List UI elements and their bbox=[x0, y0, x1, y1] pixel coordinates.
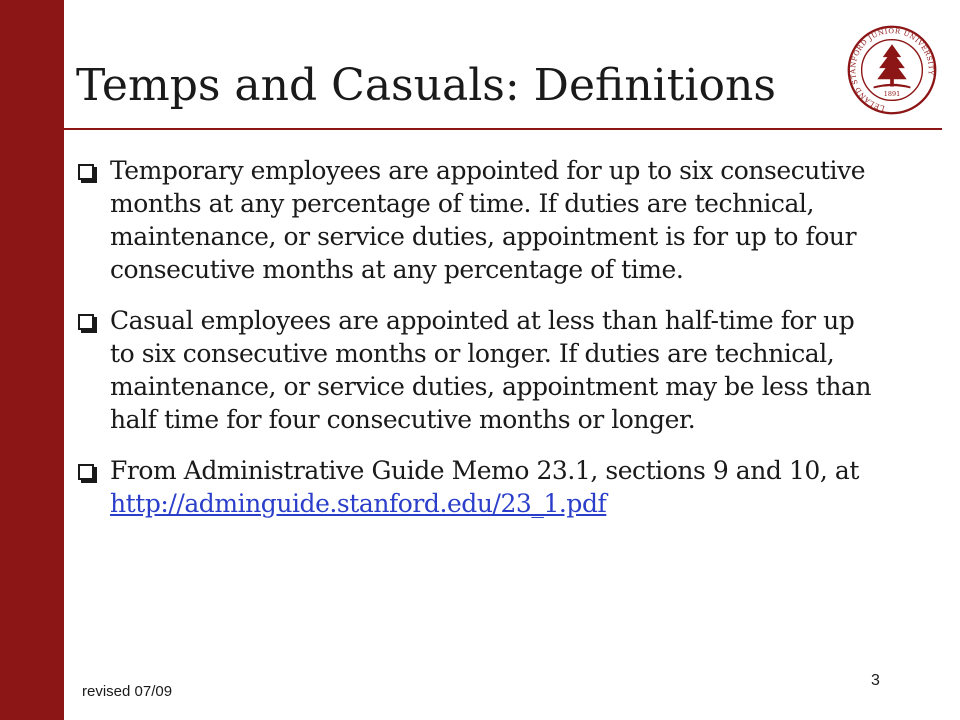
university-seal bbox=[846, 24, 938, 116]
slide-title: Temps and Casuals: Definitions bbox=[76, 60, 776, 111]
bullet-text: From Administrative Guide Memo 23.1, sections 9 and 10, at bbox=[110, 456, 859, 485]
bullet-text: Temporary employees are appointed for up to six consecutive months at any percentage of time. If duties are technical, maintenance, or service duties, appointment is for up to four consecutive months at any percentage of time. bbox=[110, 156, 866, 284]
bullet-list bbox=[74, 154, 884, 520]
checkbox-bullet-icon bbox=[78, 314, 94, 330]
revision-note: revised 07/09 bbox=[82, 683, 173, 700]
checkbox-bullet-icon bbox=[78, 464, 94, 480]
seal-ring-text: LELAND STANFORD JUNIOR UNIVERSITY bbox=[849, 27, 935, 113]
checkbox-bullet-icon bbox=[78, 164, 94, 180]
bullet-casual-employees bbox=[74, 304, 884, 436]
sidebar-bar bbox=[0, 0, 64, 720]
bullet-temporary-employees bbox=[74, 154, 884, 286]
slide-number: 3 bbox=[871, 672, 880, 689]
seal-year: 1891 bbox=[883, 89, 901, 98]
adminguide-link[interactable]: http://adminguide.stanford.edu/23_1.pdf bbox=[110, 489, 607, 518]
bullet-text: Casual employees are appointed at less than half-time for up to six consecutive months or longer. If duties are technical, maintenance, or service duties, appointment may be less than half time for four consecutive months or longer. bbox=[110, 306, 872, 434]
bullet-source-reference bbox=[74, 454, 884, 520]
title-underline bbox=[64, 128, 942, 130]
